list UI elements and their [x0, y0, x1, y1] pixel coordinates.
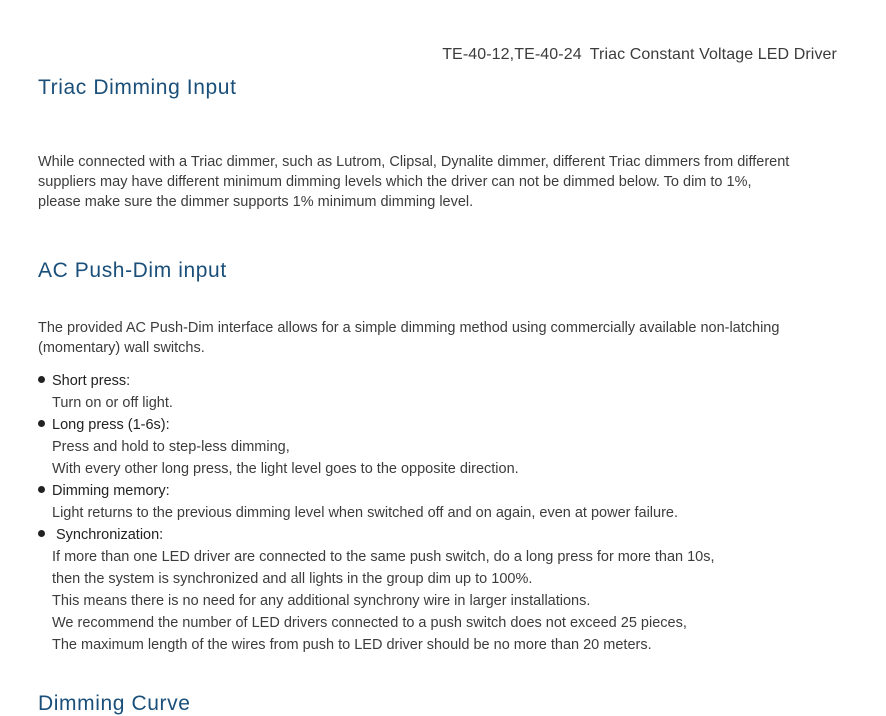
- bullet-text: With every other long press, the light level goes to the opposite direction.: [52, 461, 519, 477]
- bullet-long-press: [38, 414, 858, 480]
- push-dim-intro: [38, 318, 838, 358]
- bullet-text: Turn on or off light.: [52, 395, 173, 411]
- bullet-heading: Short press:: [52, 373, 131, 389]
- paragraph-line: The provided AC Push-Dim interface allows for a simple dimming method using commercially available non-latching: [38, 320, 780, 336]
- triac-dimming-title: Triac Dimming Input: [38, 76, 237, 99]
- bullet-text: Light returns to the previous dimming level when switched off and on again, even at power failure.: [52, 505, 679, 521]
- bullet-text: then the system is synchronized and all lights in the group dim up to 100%.: [52, 571, 533, 587]
- bullet-dimming-memory: [38, 480, 858, 524]
- bullet-dot-icon: [38, 420, 45, 427]
- header-model: TE-40-12,TE-40-24: [442, 46, 582, 63]
- bullet-text: If more than one LED driver are connected to the same push switch, do a long press for more than 10s,: [52, 549, 715, 565]
- push-dim-bullet-list: [38, 370, 858, 656]
- header-product: Triac Constant Voltage LED Driver: [589, 46, 837, 63]
- bullet-synchronization: [38, 524, 858, 656]
- paragraph-line: (momentary) wall switchs.: [38, 340, 205, 356]
- bullet-dot-icon: [38, 376, 45, 383]
- push-dim-title: AC Push-Dim input: [38, 259, 227, 282]
- paragraph-line: please make sure the dimmer supports 1% minimum dimming level.: [38, 194, 474, 210]
- bullet-short-press: [38, 370, 858, 414]
- bullet-heading: Synchronization:: [56, 527, 164, 543]
- bullet-dot-icon: [38, 486, 45, 493]
- page-header: [442, 46, 837, 64]
- bullet-text: This means there is no need for any additional synchrony wire in larger installations.: [52, 593, 591, 609]
- bullet-dot-icon: [38, 530, 45, 537]
- triac-dimming-paragraph: [38, 152, 838, 212]
- bullet-heading: Dimming memory:: [52, 483, 170, 499]
- bullet-text: The maximum length of the wires from push to LED driver should be no more than 20 meters.: [52, 637, 652, 653]
- bullet-text: Press and hold to step-less dimming,: [52, 439, 290, 455]
- dimming-curve-title: Dimming Curve: [38, 692, 191, 715]
- bullet-text: We recommend the number of LED drivers connected to a push switch does not exceed 25 pieces,: [52, 615, 687, 631]
- bullet-heading: Long press (1-6s):: [52, 417, 170, 433]
- paragraph-line: suppliers may have different minimum dimming levels which the driver can not be dimmed below. To dim to 1%,: [38, 174, 752, 190]
- paragraph-line: While connected with a Triac dimmer, such as Lutrom, Clipsal, Dynalite dimmer, different Triac dimmers from different: [38, 154, 790, 170]
